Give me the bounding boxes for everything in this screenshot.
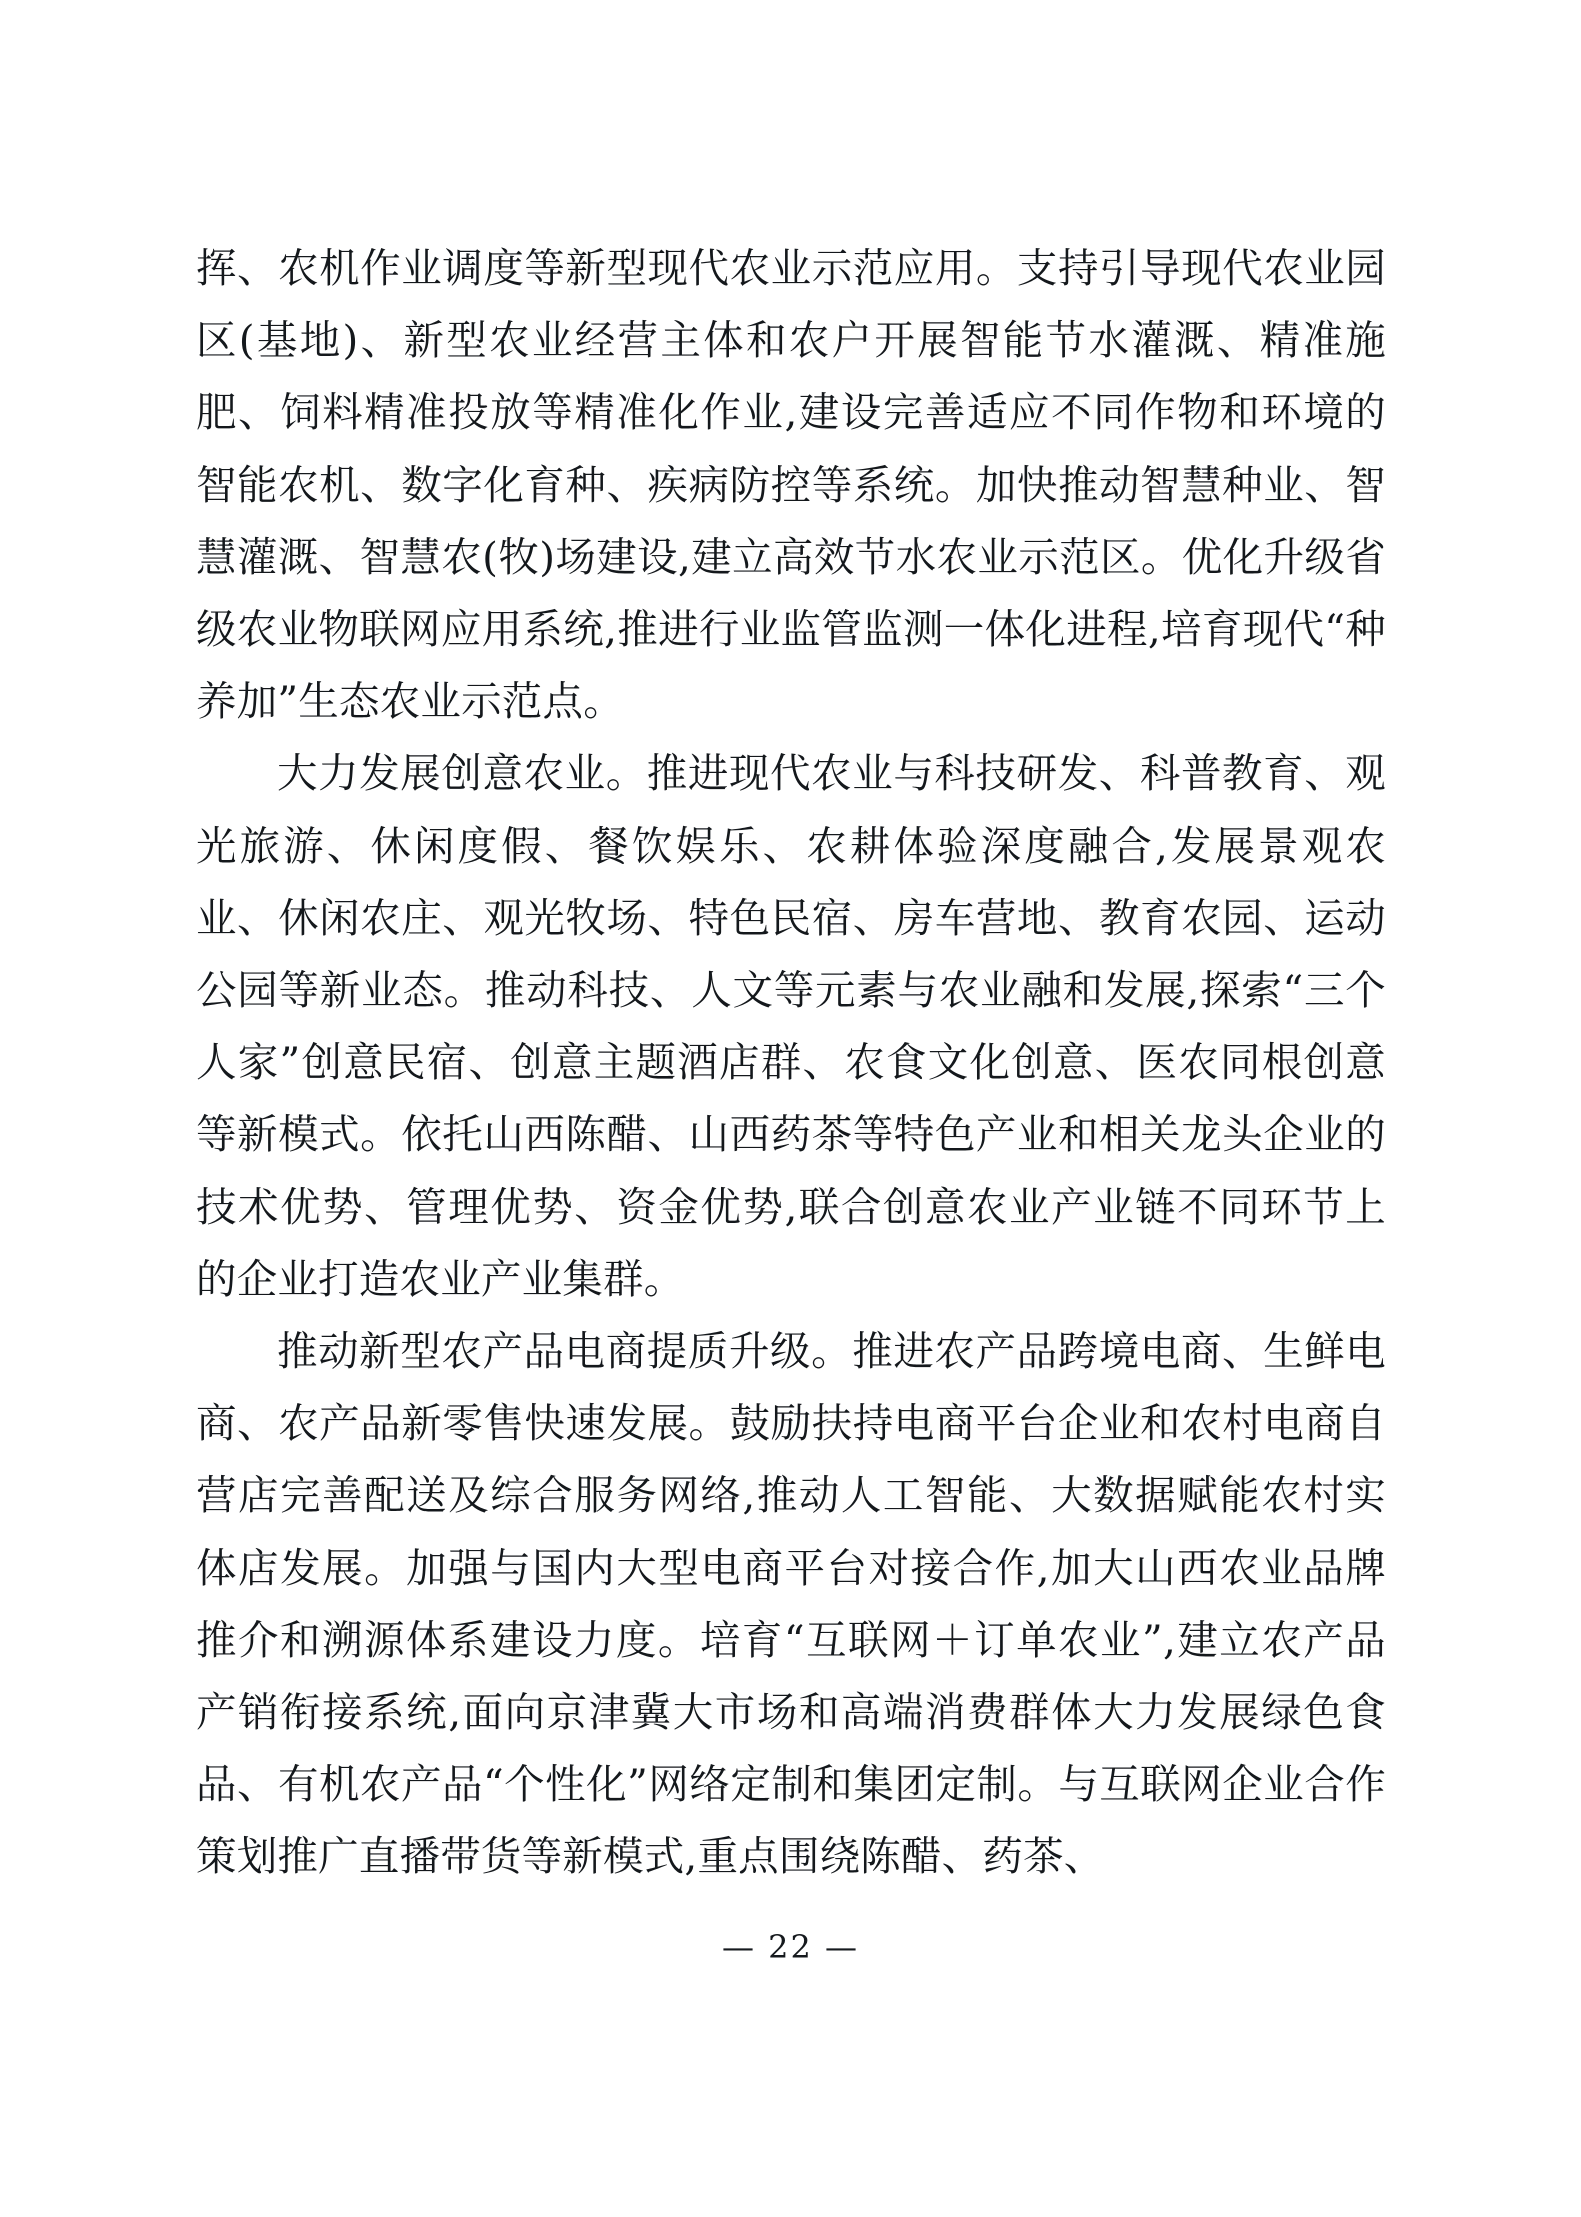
page-number: — 22 —	[721, 1928, 860, 1966]
page-body	[196, 232, 1386, 1893]
page-footer	[0, 1928, 1581, 1966]
paragraph-smart-agriculture: 挥、农机作业调度等新型现代农业示范应用。支持引导现代农业园区(基地)、新型农业经营主体和农户开展智能节水灌溉、精准施肥、饲料精准投放等精准化作业,建设完善适应不同作物和环境的智能农机、数字化育种、疾病防控等系统。加快推动智慧种业、智慧灌溉、智慧农(牧)场建设,建立高效节水农业示范区。优化升级省级农业物联网应用系统,推进行业监管监测一体化进程,培育现代“种养加”生态农业示范点。	[196, 244, 1386, 726]
paragraph-ecommerce: 推动新型农产品电商提质升级。推进农产品跨境电商、生鲜电商、农产品新零售快速发展。鼓励扶持电商平台企业和农村电商自营店完善配送及综合服务网络,推动人工智能、大数据赋能农村实体店发展。加强与国内大型电商平台对接合作,加大山西农业品牌推介和溯源体系建设力度。培育“互联网＋订单农业”,建立农产品产销衔接系统,面向京津冀大市场和高端消费群体大力发展绿色食品、有机农产品“个性化”网络定制和集团定制。与互联网企业合作策划推广直播带货等新模式,重点围绕陈醋、药茶、	[196, 1327, 1386, 1881]
paragraph-creative-agriculture: 大力发展创意农业。推进现代农业与科技研发、科普教育、观光旅游、休闲度假、餐饮娱乐、农耕体验深度融合,发展景观农业、休闲农庄、观光牧场、特色民宿、房车营地、教育农园、运动公园等新业态。推动科技、人文等元素与农业融和发展,探索“三个人家”创意民宿、创意主题酒店群、农食文化创意、医农同根创意等新模式。依托山西陈醋、山西药茶等特色产业和相关龙头企业的技术优势、管理优势、资金优势,联合创意农业产业链不同环节上的企业打造农业产业集群。	[196, 749, 1386, 1303]
